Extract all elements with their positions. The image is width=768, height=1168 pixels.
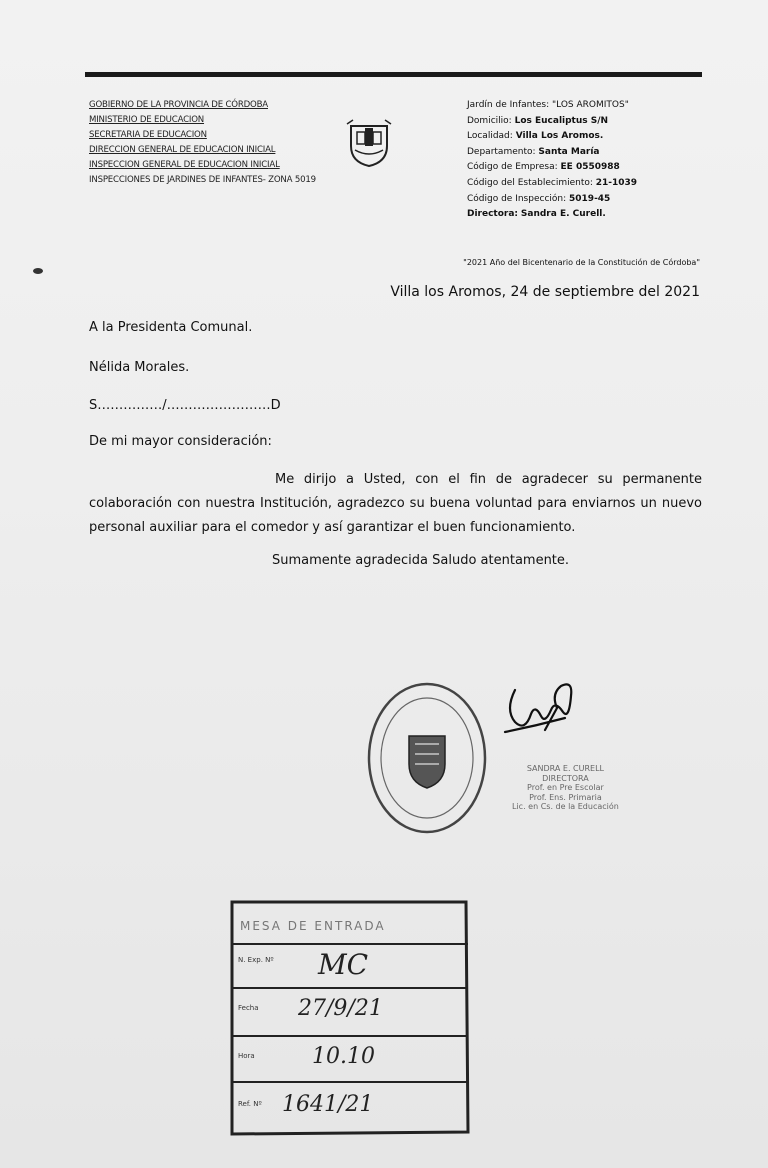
letter-body: [89, 468, 702, 540]
handwritten-signature-icon: [505, 684, 571, 732]
signature-title-2: Prof. Ens. Primaria: [529, 792, 602, 802]
body-first-line: Me dirijo a Usted, con el fin de agradecer su permanente: [275, 472, 702, 487]
header-rule: [85, 72, 702, 77]
signature-role: DIRECTORA: [542, 773, 589, 783]
recipient-name: Nélida Morales.: [89, 360, 190, 375]
header-line-inspection: INSPECCION GENERAL DE EDUCACION INICIAL: [89, 160, 280, 170]
school-info-row: Código de Inspección: 5019-45: [467, 193, 611, 204]
school-info: [467, 98, 637, 223]
stamp-title: MESA DE ENTRADA: [240, 919, 386, 933]
school-info-row: Código de Empresa: EE 0550988: [467, 162, 620, 173]
signature-name: SANDRA E. CURELL: [526, 764, 605, 773]
school-info-row: Localidad: Villa Los Aromos.: [467, 131, 604, 142]
header-line-zone: INSPECCIONES DE JARDINES DE INFANTES- ZONA 5019: [89, 175, 316, 185]
header-line-direction: DIRECCION GENERAL DE EDUCACION INICIAL: [89, 145, 276, 155]
signature-title-3: Lic. en Cs. de la Educación: [512, 802, 619, 811]
stamp-row: Hora 10.10: [238, 1044, 375, 1069]
closing: Sumamente agradecida Saludo atentamente.: [272, 553, 570, 568]
stamp-row: Ref. Nº 1641/21: [238, 1092, 374, 1117]
ink-spot: [33, 268, 43, 274]
date-line: Villa los Aromos, 24 de septiembre del 2021: [390, 284, 700, 300]
header-line-ministry: MINISTERIO DE EDUCACION: [89, 115, 205, 125]
school-info-row: Directora: Sandra E. Curell.: [467, 209, 606, 220]
signature-and-seal: [365, 670, 665, 850]
stamp-row: N. Exp. Nº MC: [238, 948, 369, 981]
school-info-row: Código del Establecimiento: 21-1039: [467, 177, 638, 188]
recipient-title: A la Presidenta Comunal.: [89, 320, 253, 335]
school-info-row: Domicilio: Los Eucaliptus S/N: [467, 115, 609, 126]
coat-of-arms-icon: [343, 118, 395, 168]
school-info-row: Departamento: Santa María: [467, 146, 600, 157]
body-rest: colaboración con nuestra Institución, agradezco su buena voluntad para enviarnos un nuevo personal auxiliar para el comedor y así garantizar el buen funcionamiento.: [89, 496, 702, 535]
header-line-government: GOBIERNO DE LA PROVINCIA DE CÓRDOBA: [89, 100, 268, 110]
round-seal-icon: [369, 684, 485, 832]
government-header: [89, 98, 316, 188]
signature-title-1: Prof. en Pre Escolar: [527, 783, 604, 792]
stamp-row: Fecha 27/9/21: [238, 996, 383, 1021]
year-motto: "2021 Año del Bicentenario de la Constitución de Córdoba": [463, 258, 700, 267]
salutation: De mi mayor consideración:: [89, 434, 272, 449]
header-line-secretariat: SECRETARIA DE EDUCACION: [89, 130, 207, 140]
signature-block: [512, 764, 619, 812]
school-info-row: Jardín de Infantes: "LOS AROMITOS": [467, 100, 629, 110]
su-despacho: S……………/……………………D: [89, 398, 281, 413]
